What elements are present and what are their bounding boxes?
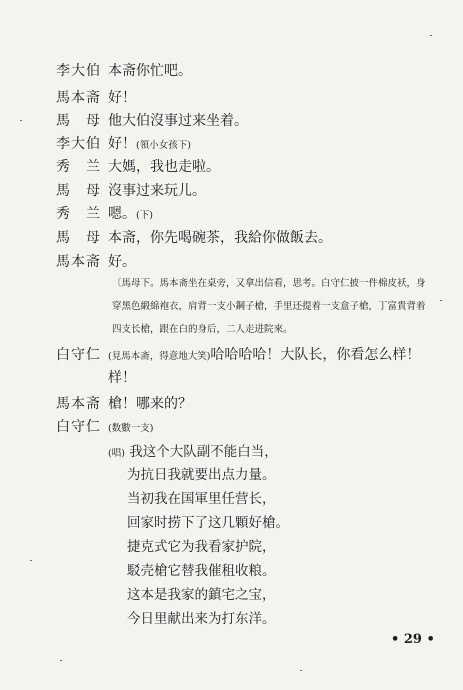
dialogue-text: 槍！哪来的？ bbox=[108, 396, 192, 412]
song-line bbox=[108, 440, 278, 460]
speaker-name: 李大伯 bbox=[56, 136, 101, 152]
dialogue-line bbox=[56, 60, 192, 82]
print-speck bbox=[440, 300, 442, 301]
speaker-name: 馬本斋 bbox=[56, 396, 101, 412]
dialogue-text: 大媽，我也走啦。 bbox=[108, 159, 220, 175]
dialogue-text: 好！ bbox=[108, 136, 136, 152]
stage-note: (下) bbox=[136, 210, 153, 221]
print-speck bbox=[300, 670, 302, 671]
dialogue-line bbox=[56, 344, 420, 366]
dialogue-text: 本斋你忙吧。 bbox=[108, 63, 192, 79]
dialogue-line bbox=[56, 393, 192, 415]
speaker-name: 馬 母 bbox=[56, 183, 101, 199]
dialogue-text: 本斋，你先喝碗茶，我給你做飯去。 bbox=[108, 230, 332, 246]
dialogue-line bbox=[56, 156, 220, 178]
verse-text: 我这个大队副不能白当， bbox=[129, 444, 278, 460]
speaker-name: 白守仁 bbox=[56, 347, 101, 363]
speaker-name: 馬 母 bbox=[56, 113, 101, 129]
dialogue-text: 嗯。 bbox=[108, 206, 136, 222]
speaker-name: 馬本斋 bbox=[56, 254, 101, 270]
speaker-name: 李大伯 bbox=[56, 63, 101, 79]
dialogue-line bbox=[56, 110, 248, 132]
dialogue-line bbox=[56, 251, 136, 273]
speaker-name: 秀 兰 bbox=[56, 159, 101, 175]
dialogue-line bbox=[56, 227, 332, 249]
dialogue-text: 好！ bbox=[108, 90, 136, 106]
print-speck bbox=[20, 120, 22, 121]
dialogue-text: 哈哈哈哈！大队长，你看怎么样！ bbox=[210, 347, 421, 363]
dialogue-continuation bbox=[108, 367, 136, 389]
dialogue-line bbox=[56, 203, 153, 225]
speaker-name: 馬本斋 bbox=[56, 90, 101, 106]
song-line: 今日里献出来为打东洋。 bbox=[127, 611, 276, 627]
dialogue-line bbox=[56, 180, 206, 202]
stage-direction: 〔馬母下。馬本斋坐在桌旁，又拿出信看，思考。白守仁披一件棉皮袄，身穿黑色緞綿袍衣，肩背一支小鋼子槍，手里还提着一支盒子槍，丁富貴背着四支长槍，跟在白的身后，二人走进院來。 bbox=[112, 278, 426, 335]
stage-note: (領小女孩下) bbox=[136, 140, 191, 151]
dialogue-text-continued: 样！ bbox=[108, 370, 136, 386]
song-line: 回家时捞下了这几顆好槍。 bbox=[127, 515, 289, 531]
song-line: 这本是我家的鎮宅之宝， bbox=[127, 587, 276, 603]
song-line: 为抗日我就要出点力量。 bbox=[127, 467, 276, 483]
dialogue-text: 沒事过来玩儿。 bbox=[108, 183, 206, 199]
song-line: 駁壳槍它替我催租收粮。 bbox=[127, 563, 276, 579]
speaker-name: 馬 母 bbox=[56, 230, 101, 246]
dialogue-text: 好。 bbox=[108, 254, 136, 270]
page-number: • 29 • bbox=[391, 632, 435, 647]
print-speck bbox=[60, 660, 62, 661]
speaker-name: 秀 兰 bbox=[56, 206, 101, 222]
stage-note: (数數一支) bbox=[108, 423, 154, 434]
song-line: 当初我在国軍里任营长， bbox=[127, 491, 276, 507]
dialogue-line bbox=[56, 87, 136, 109]
print-speck bbox=[30, 560, 32, 561]
dialogue-line bbox=[56, 133, 191, 155]
stage-note: (見馬本斋，得意地大笑) bbox=[108, 351, 211, 362]
dialogue-text: 他大伯沒事过来坐着。 bbox=[108, 113, 248, 129]
dialogue-line bbox=[56, 416, 153, 438]
song-line: 捷克式它为我看家护院， bbox=[127, 539, 276, 555]
print-speck bbox=[430, 35, 432, 36]
speaker-name: 白守仁 bbox=[56, 419, 101, 435]
sing-marker: (唱) bbox=[108, 448, 125, 459]
